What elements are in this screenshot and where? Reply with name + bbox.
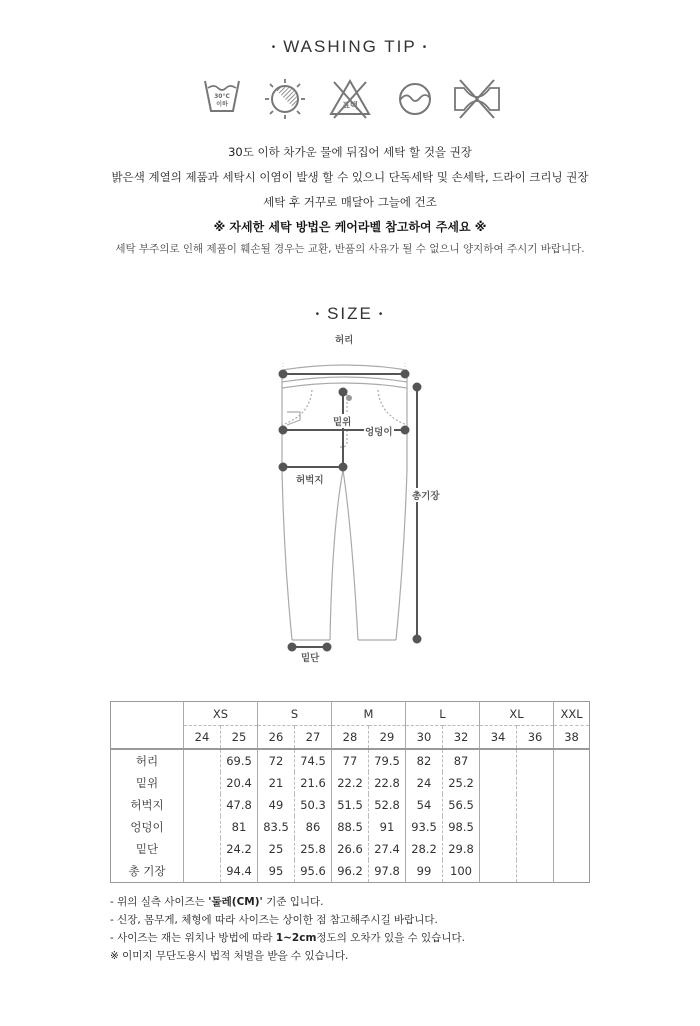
washing-tip-title — [0, 37, 700, 57]
table-cell: 56.5 — [443, 794, 480, 816]
care-label-notice: ※ 자세한 세탁 방법은 케어라벨 참고하여 주세요 ※ — [213, 220, 487, 234]
size-group-xs: XS — [184, 702, 258, 726]
diagram-label-waist: 허리 — [334, 332, 354, 346]
size-34: 34 — [480, 726, 517, 750]
table-cell — [517, 772, 554, 794]
washing-tip-title-text: WASHING TIP — [283, 37, 417, 56]
note-text: - 신장, 몸무게, 체형에 따라 사이즈는 상이한 점 참고해주시길 바랍니다. — [110, 914, 438, 926]
table-cell — [554, 794, 590, 816]
table-row — [111, 794, 590, 816]
size-32: 32 — [443, 726, 480, 750]
table-cell — [184, 816, 221, 838]
note-text: - 사이즈는 재는 위치나 방법에 따라 — [110, 932, 276, 944]
pants-measurement-diagram — [270, 330, 450, 670]
row-label: 총 기장 — [128, 864, 166, 878]
no-bleach-icon — [328, 78, 372, 120]
table-cell — [184, 749, 221, 772]
size-title-text: SIZE — [327, 304, 373, 323]
table-cell — [554, 772, 590, 794]
size-table — [110, 701, 590, 883]
table-cell: 99 — [406, 860, 443, 883]
note-line — [110, 929, 465, 947]
note-text: 기준 입니다. — [262, 896, 324, 908]
size-29: 29 — [369, 726, 406, 750]
table-cell — [554, 838, 590, 860]
diagram-label-hip: 엉덩이 — [364, 424, 394, 438]
size-notes — [110, 893, 465, 965]
table-cell — [517, 749, 554, 772]
table-cell: 98.5 — [443, 816, 480, 838]
table-cell — [554, 749, 590, 772]
size-title — [0, 304, 700, 324]
size-group-s: S — [258, 702, 332, 726]
washing-instructions — [0, 140, 700, 260]
size-group-m: M — [332, 702, 406, 726]
gentle-wash-icon — [395, 78, 435, 118]
table-cell — [184, 860, 221, 883]
table-cell: 22.8 — [369, 772, 406, 794]
table-cell — [184, 772, 221, 794]
no-wring-icon — [452, 78, 502, 120]
table-cell: 20.4 — [221, 772, 258, 794]
table-cell: 25 — [258, 838, 295, 860]
washing-line: 세탁 후 거꾸로 매달아 그늘에 건조 — [263, 195, 437, 209]
table-cell — [184, 838, 221, 860]
diagram-label-hem: 밑단 — [300, 650, 320, 664]
table-cell — [480, 772, 517, 794]
row-label: 허벅지 — [130, 798, 164, 812]
note-line — [110, 893, 465, 911]
table-cell — [480, 794, 517, 816]
diagram-label-thigh: 허벅지 — [295, 472, 325, 486]
table-cell: 93.5 — [406, 816, 443, 838]
table-cell: 100 — [443, 860, 480, 883]
table-cell: 28.2 — [406, 838, 443, 860]
table-cell — [517, 860, 554, 883]
table-cell: 69.5 — [221, 749, 258, 772]
size-28: 28 — [332, 726, 369, 750]
table-cell: 95.6 — [295, 860, 332, 883]
svg-text:이하: 이하 — [216, 101, 228, 108]
table-cell — [517, 816, 554, 838]
bullet: • — [378, 309, 385, 321]
washing-line: 30도 이하 차가운 물에 뒤집어 세탁 할 것을 권장 — [228, 145, 472, 159]
table-cell: 21 — [258, 772, 295, 794]
size-38: 38 — [554, 726, 590, 750]
bullet: • — [315, 309, 322, 321]
table-cell: 74.5 — [295, 749, 332, 772]
table-row — [111, 749, 590, 772]
table-cell — [554, 860, 590, 883]
size-group-xl: XL — [480, 702, 554, 726]
table-cell: 87 — [443, 749, 480, 772]
table-cell — [480, 749, 517, 772]
table-cell: 86 — [295, 816, 332, 838]
washing-line: 밝은색 계열의 제품과 세탁시 이염이 발생 할 수 있으니 단독세탁 및 손세탁, 드라이 크리닝 권장 — [111, 170, 589, 184]
table-cell: 47.8 — [221, 794, 258, 816]
table-cell: 21.6 — [295, 772, 332, 794]
table-cell: 96.2 — [332, 860, 369, 883]
table-cell: 49 — [258, 794, 295, 816]
table-cell: 24.2 — [221, 838, 258, 860]
size-24: 24 — [184, 726, 221, 750]
shade-dry-icon — [264, 78, 306, 120]
table-cell — [184, 794, 221, 816]
table-cell: 95 — [258, 860, 295, 883]
corner-cell — [111, 702, 184, 750]
size-group-header-row — [111, 702, 590, 726]
size-27: 27 — [295, 726, 332, 750]
row-label: 허리 — [135, 754, 159, 768]
note-bold: '둘레(CM)' — [208, 896, 263, 908]
size-table-body — [111, 749, 590, 883]
table-row — [111, 838, 590, 860]
row-label: 밑단 — [135, 842, 159, 856]
row-label: 밑위 — [135, 776, 159, 790]
table-cell — [480, 816, 517, 838]
table-cell: 26.6 — [332, 838, 369, 860]
bullet: • — [271, 42, 278, 54]
svg-text:30°C: 30°C — [214, 93, 230, 100]
table-cell: 94.4 — [221, 860, 258, 883]
note-line — [110, 911, 465, 929]
table-cell — [517, 794, 554, 816]
size-group-xxl: XXL — [554, 702, 590, 726]
table-cell — [480, 838, 517, 860]
table-row — [111, 816, 590, 838]
table-cell: 27.4 — [369, 838, 406, 860]
note-bold: 1~2cm — [275, 932, 317, 944]
table-row — [111, 860, 590, 883]
table-cell: 81 — [221, 816, 258, 838]
note-line — [110, 947, 465, 965]
table-cell: 51.5 — [332, 794, 369, 816]
table-cell: 25.2 — [443, 772, 480, 794]
hand-wash-30c-icon — [202, 78, 242, 118]
size-26: 26 — [258, 726, 295, 750]
table-cell: 25.8 — [295, 838, 332, 860]
table-cell — [480, 860, 517, 883]
note-text: - 위의 실측 사이즈는 — [110, 896, 209, 908]
size-36: 36 — [517, 726, 554, 750]
table-cell — [517, 838, 554, 860]
table-cell: 22.2 — [332, 772, 369, 794]
table-cell: 82 — [406, 749, 443, 772]
table-cell: 83.5 — [258, 816, 295, 838]
bullet: • — [422, 42, 429, 54]
table-cell: 79.5 — [369, 749, 406, 772]
care-icons — [190, 78, 510, 128]
table-cell — [554, 816, 590, 838]
table-cell: 29.8 — [443, 838, 480, 860]
note-text: 정도의 오차가 있을 수 있습니다. — [316, 932, 465, 944]
table-cell: 24 — [406, 772, 443, 794]
size-30: 30 — [406, 726, 443, 750]
size-25: 25 — [221, 726, 258, 750]
table-cell: 54 — [406, 794, 443, 816]
svg-text:표백: 표백 — [342, 101, 358, 110]
size-group-l: L — [406, 702, 480, 726]
table-row — [111, 772, 590, 794]
table-cell: 88.5 — [332, 816, 369, 838]
table-cell: 52.8 — [369, 794, 406, 816]
note-text: ※ 이미지 무단도용시 법적 처벌을 받을 수 있습니다. — [110, 950, 349, 962]
table-cell: 72 — [258, 749, 295, 772]
diagram-label-rise: 밑위 — [332, 414, 352, 428]
row-label: 엉덩이 — [130, 820, 164, 834]
table-cell: 91 — [369, 816, 406, 838]
diagram-label-total-length: 총기장 — [411, 488, 441, 502]
table-cell: 97.8 — [369, 860, 406, 883]
table-cell: 77 — [332, 749, 369, 772]
table-cell: 50.3 — [295, 794, 332, 816]
washing-disclaimer: 세탁 부주의로 인해 제품이 훼손될 경우는 교환, 반품의 사유가 될 수 없으니 양지하여 주시기 바랍니다. — [115, 243, 585, 255]
